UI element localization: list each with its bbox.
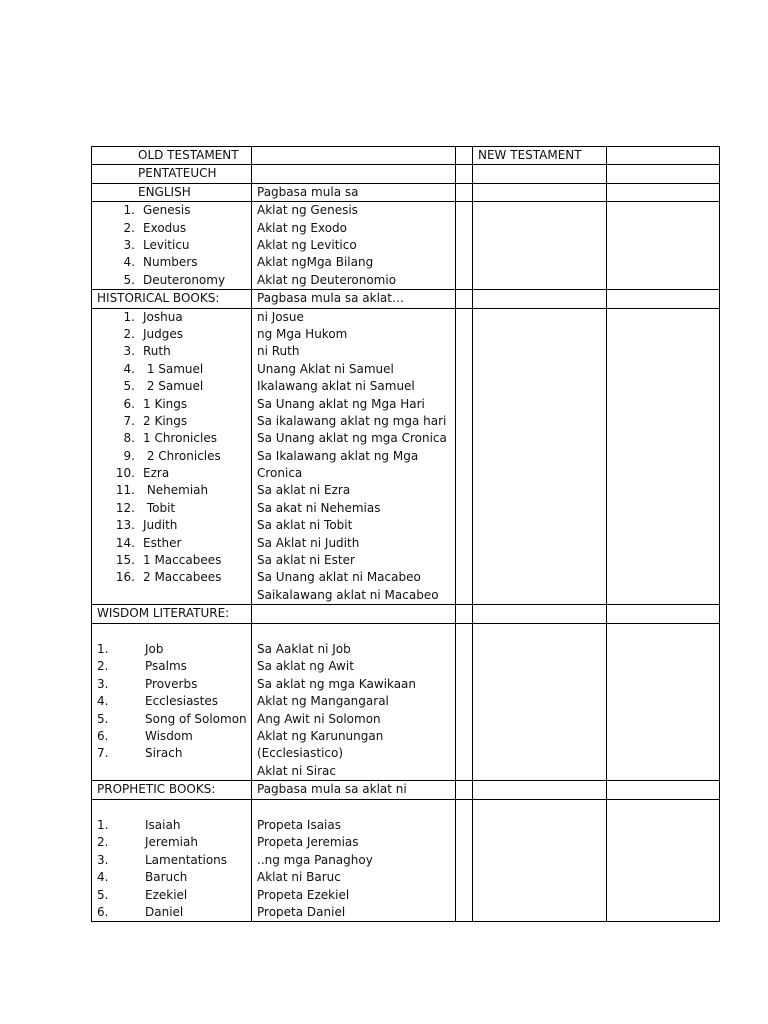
table-row bbox=[92, 781, 720, 799]
book-name-english: Wisdom bbox=[145, 728, 193, 743]
book-name-english: Sirach bbox=[145, 746, 183, 761]
book-name-english: Proverbs bbox=[145, 676, 198, 691]
book-name-english: 2 Maccabees bbox=[143, 570, 222, 585]
book-name-english: 1 Chronicles bbox=[143, 431, 217, 446]
list-item bbox=[97, 817, 246, 834]
blank-line bbox=[257, 624, 450, 641]
book-name-english: Ezekiel bbox=[145, 887, 188, 902]
item-number: 13. bbox=[115, 518, 135, 533]
list-item bbox=[97, 693, 246, 710]
book-name-english: Job bbox=[145, 642, 164, 657]
item-number: 2. bbox=[97, 835, 109, 850]
list-item: Sa aklat ng Awit bbox=[257, 659, 354, 674]
book-name-english: Isaiah bbox=[145, 817, 181, 832]
list-item: Aklat ni Sirac bbox=[257, 763, 336, 778]
item-number: 15. bbox=[115, 553, 135, 568]
item-number: 2. bbox=[123, 326, 135, 341]
historical-heading: HISTORICAL BOOKS: bbox=[92, 290, 252, 308]
historical-pagbasa: Pagbasa mula sa aklat… bbox=[252, 290, 456, 308]
list-item: Ang Awit ni Solomon bbox=[257, 711, 381, 726]
list-item: Aklat ng Exodo bbox=[257, 220, 348, 235]
table-row bbox=[92, 165, 720, 183]
book-name-english: Esther bbox=[143, 535, 182, 550]
list-item: Sa Unang aklat ni Macabeo bbox=[257, 570, 421, 585]
book-name-english: Deuteronomy bbox=[143, 272, 226, 287]
list-item bbox=[97, 887, 246, 904]
item-number: 3. bbox=[123, 344, 135, 359]
list-item bbox=[97, 641, 246, 658]
item-number: 7. bbox=[97, 746, 109, 761]
list-item: Aklat ni Baruc bbox=[257, 870, 341, 885]
book-name-english: Numbers bbox=[143, 255, 198, 270]
list-item: Unang Aklat ni Samuel bbox=[257, 361, 394, 376]
book-name-english: Joshua bbox=[143, 309, 183, 324]
book-name-english: 1 Kings bbox=[143, 396, 188, 411]
item-number: 5. bbox=[97, 887, 109, 902]
list-item bbox=[97, 343, 246, 360]
book-name-english: Song of Solomon bbox=[145, 711, 247, 726]
book-name-english: Daniel bbox=[145, 904, 184, 919]
item-number: 3. bbox=[123, 238, 135, 252]
item-number: 1. bbox=[123, 203, 135, 218]
list-item bbox=[97, 272, 246, 289]
list-item: Propeta Daniel bbox=[257, 904, 346, 919]
item-number: 6. bbox=[97, 728, 109, 743]
list-item: Aklat ng Deuteronomio bbox=[257, 272, 397, 287]
book-name-english: Tobit bbox=[143, 500, 176, 515]
item-number: 6. bbox=[123, 396, 135, 411]
item-number: 16. bbox=[115, 570, 135, 585]
list-item: Ikalawang aklat ni Samuel bbox=[257, 379, 415, 394]
historical-tagalog-list bbox=[252, 308, 456, 605]
list-item: ng Mga Hukom bbox=[257, 326, 348, 341]
item-number: 5. bbox=[123, 379, 135, 394]
list-item bbox=[97, 904, 246, 921]
item-number: 6. bbox=[97, 904, 109, 919]
book-name-english: Lamentations bbox=[145, 852, 228, 867]
list-item: Saikalawang aklat ni Macabeo bbox=[257, 587, 439, 602]
list-item: Sa Aklat ni Judith bbox=[257, 535, 360, 550]
book-name-english: 2 Samuel bbox=[143, 379, 204, 394]
table-row bbox=[92, 202, 720, 290]
pentateuch-tagalog-list bbox=[252, 202, 456, 290]
blank-line bbox=[257, 800, 450, 817]
list-item: Sa Unang aklat ng mga Cronica bbox=[257, 431, 447, 446]
list-item bbox=[97, 569, 246, 586]
book-name-english: Leviticu bbox=[143, 238, 190, 252]
new-testament-heading: NEW TESTAMENT bbox=[473, 147, 607, 165]
list-item bbox=[97, 361, 246, 378]
book-name-english: Ecclesiastes bbox=[145, 694, 219, 709]
list-item: Aklat ng Karunungan bbox=[257, 728, 384, 743]
list-item: Sa aklat ni Ester bbox=[257, 553, 355, 568]
list-item bbox=[97, 711, 246, 728]
list-item: (Ecclesiastico) bbox=[257, 746, 344, 761]
table-row bbox=[92, 799, 720, 922]
table-row bbox=[92, 183, 720, 201]
pagbasa-heading: Pagbasa mula sa bbox=[252, 183, 456, 201]
book-name-english: 1 Maccabees bbox=[143, 553, 222, 568]
item-number: 8. bbox=[123, 431, 135, 446]
list-item bbox=[97, 482, 246, 499]
item-number: 5. bbox=[97, 711, 109, 726]
list-item: Sa akat ni Nehemias bbox=[257, 500, 381, 515]
list-item bbox=[97, 869, 246, 886]
list-item bbox=[97, 237, 246, 254]
list-item bbox=[97, 658, 246, 675]
list-item: Sa aklat ni Tobit bbox=[257, 518, 353, 533]
list-item bbox=[97, 396, 246, 413]
item-number: 2. bbox=[97, 659, 109, 674]
list-item bbox=[97, 326, 246, 343]
list-item: Aklat ngMga Bilang bbox=[257, 255, 374, 270]
blank-line bbox=[97, 800, 246, 817]
pentateuch-english-list bbox=[92, 202, 252, 290]
prophetic-tagalog-list bbox=[252, 799, 456, 922]
item-number: 1. bbox=[97, 642, 109, 657]
old-testament-heading: OLD TESTAMENT bbox=[92, 147, 252, 165]
list-item bbox=[97, 465, 246, 482]
book-name-english: Psalms bbox=[145, 659, 187, 674]
book-name-english: Jeremiah bbox=[145, 835, 198, 850]
list-item: Cronica bbox=[257, 466, 303, 481]
book-name-english: 2 Chronicles bbox=[143, 448, 221, 463]
list-item bbox=[97, 500, 246, 517]
list-item bbox=[97, 413, 246, 430]
list-item: Propeta Isaias bbox=[257, 817, 341, 832]
pentateuch-heading: PENTATEUCH bbox=[92, 165, 252, 183]
list-item bbox=[97, 728, 246, 745]
item-number: 1. bbox=[123, 309, 135, 324]
item-number: 12. bbox=[115, 500, 135, 515]
table-row bbox=[92, 147, 720, 165]
blank-line bbox=[97, 624, 246, 641]
list-item bbox=[97, 834, 246, 851]
list-item bbox=[97, 254, 246, 271]
list-item: Aklat ng Mangangaral bbox=[257, 694, 389, 709]
table-row bbox=[92, 290, 720, 308]
item-number: 4. bbox=[123, 255, 135, 270]
item-number: 11. bbox=[115, 483, 135, 498]
list-item bbox=[97, 745, 246, 762]
prophetic-english-list bbox=[92, 799, 252, 922]
list-item bbox=[97, 220, 246, 237]
list-item bbox=[97, 309, 246, 326]
item-number: 4. bbox=[97, 870, 109, 885]
book-name-english: Exodus bbox=[143, 220, 187, 235]
list-item: Sa Ikalawang aklat ng Mga bbox=[257, 448, 419, 463]
list-item: Sa aklat ng mga Kawikaan bbox=[257, 676, 417, 691]
list-item bbox=[97, 852, 246, 869]
book-name-english: Judges bbox=[143, 326, 184, 341]
bible-books-table bbox=[91, 146, 720, 922]
list-item bbox=[97, 378, 246, 395]
list-item bbox=[97, 517, 246, 534]
table-row bbox=[92, 308, 720, 605]
item-number: 10. bbox=[115, 466, 135, 481]
book-name-english: Judith bbox=[143, 518, 178, 533]
list-item: Sa Unang aklat ng Mga Hari bbox=[257, 396, 425, 411]
english-heading: ENGLISH bbox=[92, 183, 252, 201]
item-number: 1. bbox=[97, 817, 109, 832]
list-item bbox=[97, 448, 246, 465]
list-item bbox=[97, 430, 246, 447]
list-item: Aklat ng Genesis bbox=[257, 203, 358, 218]
list-item: Sa ikalawang aklat ng mga hari bbox=[257, 413, 447, 428]
item-number: 3. bbox=[97, 852, 109, 867]
list-item: ni Ruth bbox=[257, 344, 300, 359]
book-name-english: 1 Samuel bbox=[143, 361, 204, 376]
book-name-english: Nehemiah bbox=[143, 483, 209, 498]
list-item: ni Josue bbox=[257, 309, 304, 324]
table-row bbox=[92, 605, 720, 623]
wisdom-english-list bbox=[92, 623, 252, 781]
book-name-english: 2 Kings bbox=[143, 413, 188, 428]
list-item: Sa Aaklat ni Job bbox=[257, 642, 351, 657]
historical-english-list bbox=[92, 308, 252, 605]
item-number: 9. bbox=[123, 448, 135, 463]
item-number: 7. bbox=[123, 413, 135, 428]
wisdom-tagalog-list bbox=[252, 623, 456, 781]
prophetic-heading: PROPHETIC BOOKS: bbox=[92, 781, 252, 799]
book-name-english: Baruch bbox=[145, 870, 188, 885]
list-item bbox=[97, 676, 246, 693]
book-name-english: Ezra bbox=[143, 466, 170, 481]
list-item bbox=[97, 202, 246, 219]
item-number: 5. bbox=[123, 272, 135, 287]
list-item bbox=[97, 535, 246, 552]
prophetic-pagbasa: Pagbasa mula sa aklat ni bbox=[252, 781, 456, 799]
table-row bbox=[92, 623, 720, 781]
list-item: Propeta Jeremias bbox=[257, 835, 359, 850]
list-item: Sa aklat ni Ezra bbox=[257, 483, 351, 498]
item-number: 14. bbox=[115, 535, 135, 550]
item-number: 4. bbox=[123, 361, 135, 376]
list-item: Aklat ng Levitico bbox=[257, 238, 357, 252]
item-number: 3. bbox=[97, 676, 109, 691]
item-number: 4. bbox=[97, 694, 109, 709]
book-name-english: Genesis bbox=[143, 203, 191, 218]
item-number: 2. bbox=[123, 220, 135, 235]
wisdom-heading: WISDOM LITERATURE: bbox=[92, 605, 252, 623]
book-name-english: Ruth bbox=[143, 344, 171, 359]
list-item bbox=[97, 552, 246, 569]
list-item: Propeta Ezekiel bbox=[257, 887, 350, 902]
list-item: ..ng mga Panaghoy bbox=[257, 852, 373, 867]
